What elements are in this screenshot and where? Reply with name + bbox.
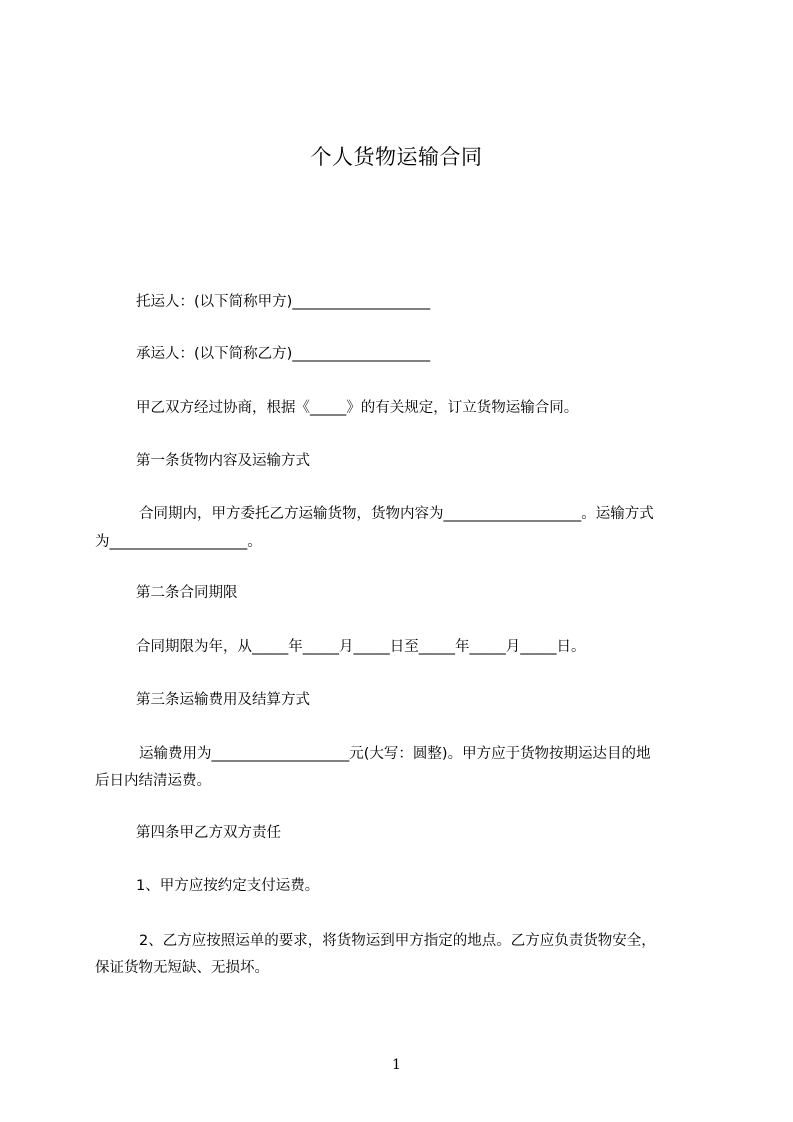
shipper-line: 托运人：(以下简称甲方)___________________ — [136, 294, 431, 310]
article1-body-line2: 为___________________。 — [95, 534, 262, 550]
carrier-line: 承运人：(以下简称乙方)___________________ — [136, 346, 431, 362]
article2-heading: 第二条合同期限 — [136, 585, 238, 601]
article4-heading: 第四条甲乙方双方责任 — [136, 825, 281, 841]
article3-body-line2: 后日内结清运费。 — [95, 773, 211, 789]
article4-item2-line2: 保证货物无短缺、无损坏。 — [95, 960, 269, 976]
article1-heading: 第一条货物内容及运输方式 — [136, 453, 310, 469]
article1-body-line1: 合同期内，甲方委托乙方运输货物，货物内容为___________________。运输方式 — [139, 506, 654, 522]
article3-body-line1: 运输费用为___________________元(大写：圆整)。甲方应于货物按期运达目的地 — [139, 746, 651, 762]
article4-item1: 1、甲方应按约定支付运费。 — [136, 878, 320, 894]
page-number: 1 — [392, 1057, 401, 1073]
article3-heading: 第三条运输费用及结算方式 — [136, 692, 310, 708]
article2-body: 合同期限为年，从_____年_____月_____日至_____年_____月_____日。 — [136, 639, 586, 655]
preamble-paragraph: 甲乙双方经过协商，根据《_____》的有关规定，订立货物运输合同。 — [136, 400, 579, 416]
article4-item2-line1: 2、乙方应按照运单的要求，将货物运到甲方指定的地点。乙方应负责货物安全， — [139, 933, 656, 949]
document-title: 个人货物运输合同 — [310, 145, 483, 169]
